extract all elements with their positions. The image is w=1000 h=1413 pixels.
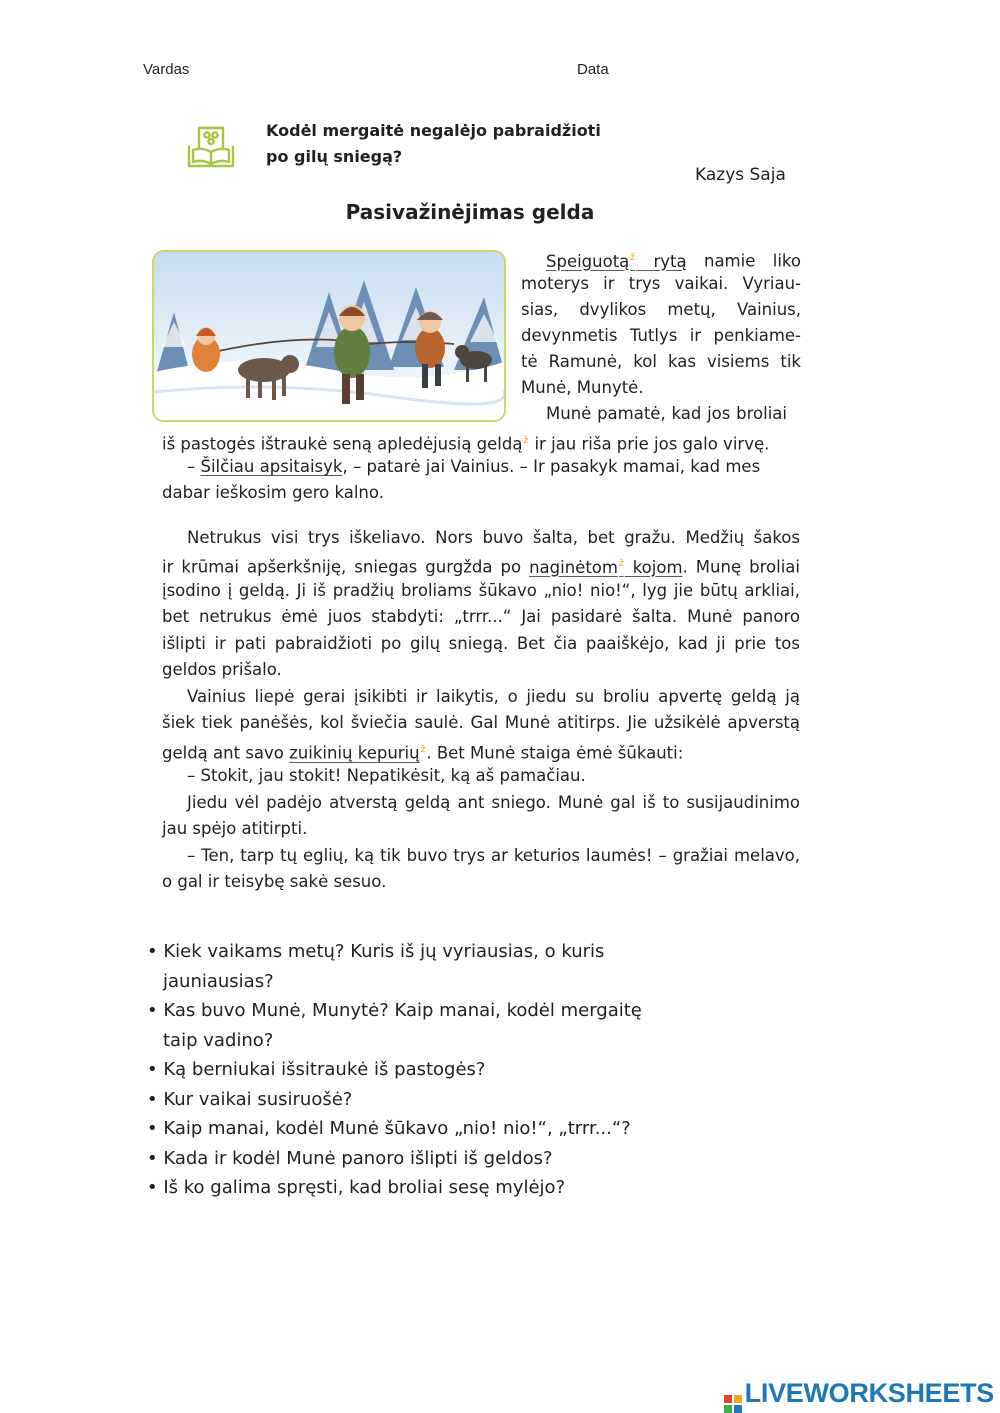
story-line: Vainius liepė gerai įsikibti ir laikytis, o jiedu su broliu apvertę geldą ją — [187, 687, 800, 706]
story-line: geldą ant savo zuikinių kepurių$^ž$. Bet Munė staiga ėmė šūkauti: — [162, 743, 684, 763]
question-item: • Iš ko galima spręsti, kad broliai sesę mylėjo? — [147, 1177, 566, 1198]
story-line: tė Ramunė, kol kas visiems tik — [521, 352, 801, 371]
question-list — [147, 937, 642, 1203]
question-item-continued: taip vadino? — [163, 1029, 274, 1051]
question-item: • Kas buvo Munė, Munytė? Kaip manai, kodėl mergaitę — [147, 1000, 642, 1021]
question-item-continued: jauniausias? — [163, 970, 274, 992]
story-line: – Šilčiau apsitaisyk, – patarė jai Vainius. – Ir pasakyk mamai, kad mes — [187, 457, 761, 476]
story-line: devynmetis Tutlys ir penkiame- — [521, 326, 801, 345]
story-line: iš pastogės ištraukė seną apledėjusią geldą$^ž$ ir jau riša prie jos galo virvę. — [162, 434, 770, 454]
story-line: Speiguotą$^ž$ rytą namie liko — [546, 251, 801, 271]
logo-blocks-icon — [724, 1395, 742, 1413]
story-line: Netrukus visi trys iškeliavo. Nors buvo šalta, bet gražu. Medžių šakos — [187, 528, 800, 547]
story-illustration — [152, 250, 506, 422]
story-line: įsodino į geldą. Ji iš pradžių broliams šūkavo „nio! nio!“, lyg jie būtų arkliai, — [162, 581, 800, 600]
story-line: dabar ieškosim gero kalno. — [162, 483, 384, 502]
story-line: išlipti ir pati pabraidžioti po gilų sniegą. Bet čia paaiškėjo, kad ji prie tos — [162, 634, 800, 653]
story-line: Munė pamatė, kad jos broliai — [546, 404, 787, 423]
question-item: • Kada ir kodėl Munė panoro išlipti iš geldos? — [147, 1147, 553, 1169]
story-line: – Ten, tarp tų eglių, ką tik buvo trys ar keturios laumės! – gražiai melavo, — [187, 846, 800, 865]
story-line: ir krūmai apšerkšniję, sniegas gurgžda po naginėtom$^ž$ kojom. Munę broliai — [162, 557, 800, 577]
story-line: sias, dvylikos metų, Vainius, — [521, 300, 801, 319]
story-line: šiek tiek panėšės, kol šviečia saulė. Gal Munė atitirps. Jie užsikėlė apverstą — [162, 713, 800, 732]
guiding-question: Kodėl mergaitė negalėjo pabraidžioti po gilų sniegą? — [266, 121, 601, 166]
name-label: Vardas — [143, 61, 190, 78]
reading-book-icon — [186, 118, 236, 174]
date-label: Data — [577, 61, 609, 78]
story-line: geldos prišalo. — [162, 660, 282, 679]
author: Kazys Saja — [695, 165, 786, 185]
question-item: • Kaip manai, kodėl Munė šūkavo „nio! nio!“, „trrr...“? — [147, 1118, 631, 1139]
story-line: o gal ir teisybę sakė sesuo. — [162, 872, 387, 891]
question-item: • Kiek vaikams metų? Kuris iš jų vyriausias, o kuris — [147, 941, 605, 962]
story-line: Munė, Munytė. — [521, 378, 644, 397]
story-line: – Stokit, jau stokit! Nepatikėsit, ką aš pamačiau. — [187, 766, 586, 785]
story-line: moterys ir trys vaikai. Vyriau- — [521, 274, 801, 293]
story-line: Jiedu vėl padėjo atverstą geldą ant sniego. Munė gal iš to susijaudinimo — [187, 793, 800, 812]
question-item: • Kur vaikai susiruošė? — [147, 1088, 353, 1110]
story-line: bet netrukus ėmė juos stabdyti: „trrr...“ Jai pasidarė šalta. Munė panoro — [162, 607, 800, 626]
story-title: Pasivažinėjimas gelda — [345, 200, 595, 224]
liveworksheets-logo: LIVEWORKSHEETS — [724, 1378, 994, 1413]
question-item: • Ką berniukai išsitraukė iš pastogės? — [147, 1059, 486, 1080]
story-line: jau spėjo atitirpti. — [162, 819, 308, 838]
